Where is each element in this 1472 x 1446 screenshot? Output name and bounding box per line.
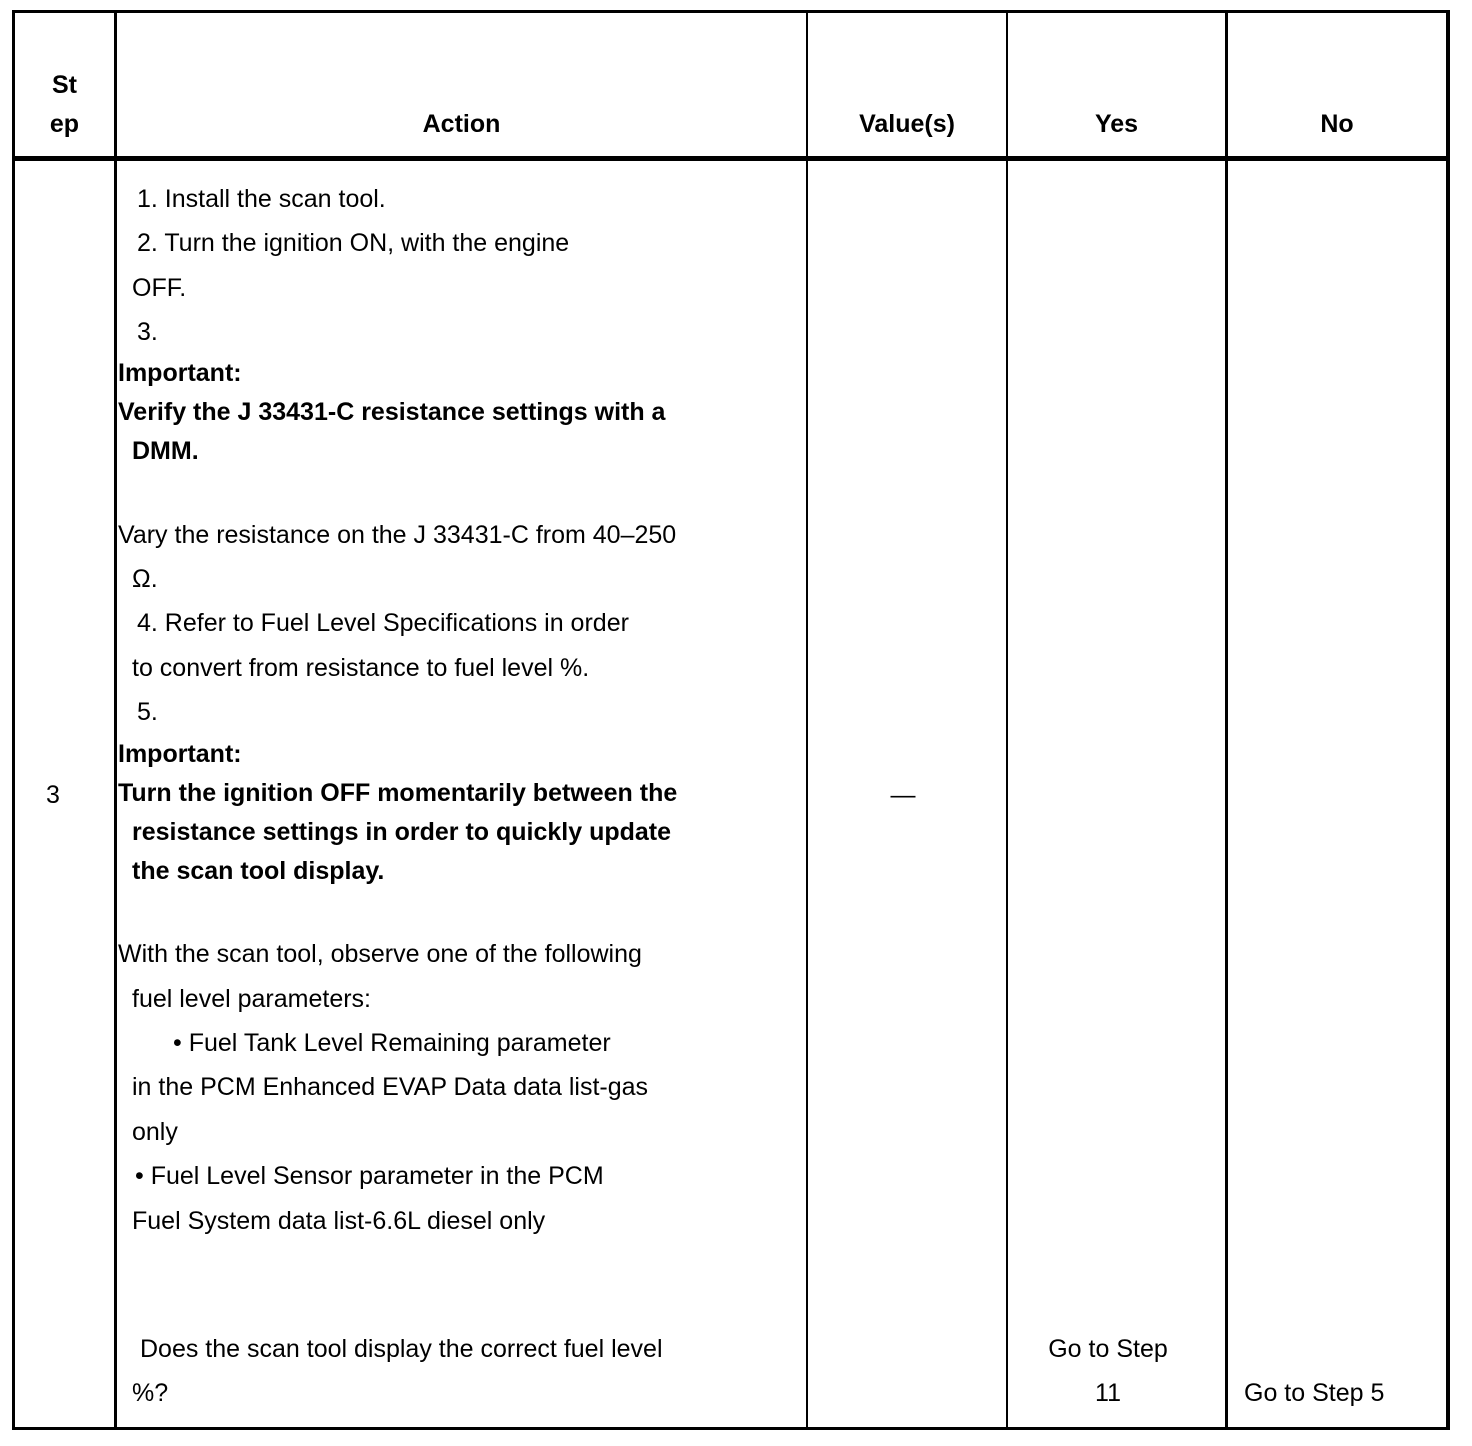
table-border-left [12, 10, 15, 1430]
header-action: Action [422, 110, 501, 138]
action-line: 3. [137, 318, 158, 346]
action-line: fuel level parameters: [132, 985, 372, 1013]
yes-step-number: 11 [1095, 1379, 1121, 1407]
table-border-right [1446, 10, 1450, 1430]
no-go-to-step: Go to Step 5 [1244, 1379, 1385, 1407]
bullet-item: • Fuel Level Sensor parameter in the PCM [135, 1162, 604, 1190]
important-note: Verify the J 33431-C resistance settings with a [118, 398, 666, 426]
header-step-line-2: ep [49, 110, 80, 138]
action-line: in the PCM Enhanced EVAP Data data list-gas [132, 1073, 649, 1101]
important-note: resistance settings in order to quickly update [132, 818, 672, 846]
table-border-top [12, 10, 1450, 13]
important-note: the scan tool display. [132, 857, 385, 885]
table-border-bottom [12, 1427, 1450, 1430]
important-note: DMM. [132, 437, 199, 465]
action-line: 4. Refer to Fuel Level Specifications in order [137, 609, 629, 637]
action-line: Ω. [132, 565, 158, 593]
header-step-line-1: St [52, 71, 77, 99]
column-divider-values [1006, 10, 1008, 1430]
question-line: Does the scan tool display the correct fuel level [140, 1335, 663, 1363]
question-line: %? [132, 1379, 169, 1407]
action-line: to convert from resistance to fuel level %. [132, 654, 590, 682]
action-line: 1. Install the scan tool. [137, 185, 386, 213]
action-line: OFF. [132, 274, 187, 302]
action-line: With the scan tool, observe one of the following [118, 940, 642, 968]
action-line: Fuel System data list-6.6L diesel only [132, 1207, 546, 1235]
column-divider-step [114, 10, 117, 1430]
action-line: 5. [137, 698, 158, 726]
column-divider-action [806, 10, 808, 1430]
yes-go-to-step: Go to Step [1048, 1335, 1168, 1363]
important-label: Important: [118, 359, 242, 387]
action-line: only [132, 1118, 178, 1146]
header-separator [12, 156, 1450, 161]
action-line: Vary the resistance on the J 33431-C from 40–250 [118, 521, 677, 549]
step-number: 3 [46, 781, 60, 809]
value-dash: — [890, 781, 916, 809]
column-divider-yes [1225, 10, 1228, 1430]
header-yes: Yes [1094, 110, 1139, 138]
important-label: Important: [118, 740, 242, 768]
header-values: Value(s) [859, 110, 955, 138]
action-line: 2. Turn the ignition ON, with the engine [137, 229, 570, 257]
bullet-item: • Fuel Tank Level Remaining parameter [173, 1029, 611, 1057]
header-no: No [1320, 110, 1354, 138]
important-note: Turn the ignition OFF momentarily between the [118, 779, 678, 807]
